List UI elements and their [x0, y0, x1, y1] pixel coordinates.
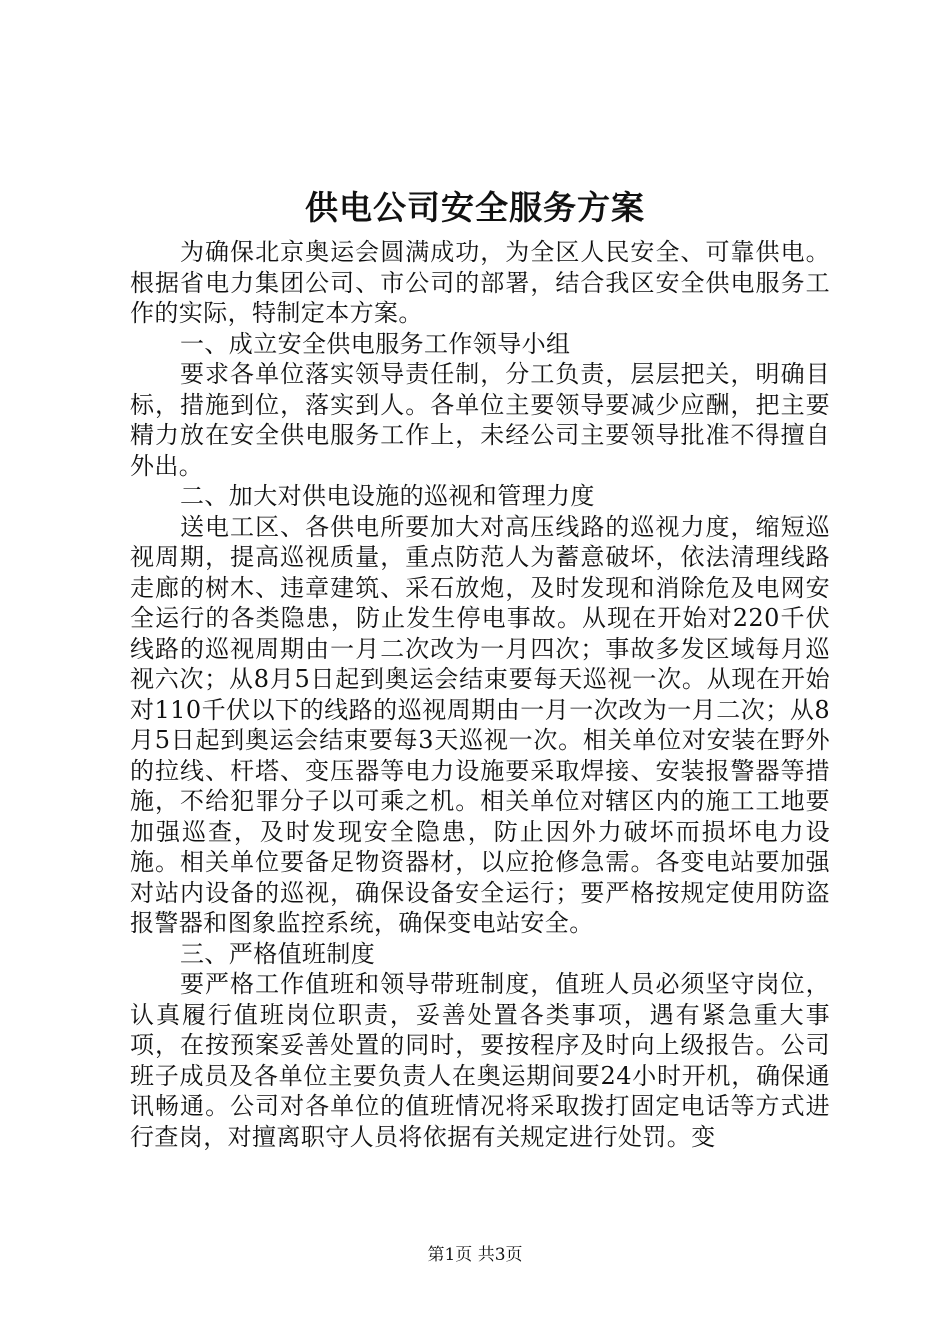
- section-heading-1: 一、成立安全供电服务工作领导小组: [180, 329, 571, 358]
- section-body-2: 送电工区、各供电所要加大对高压线路的巡视力度，缩短巡视周期，提高巡视质量，重点防范人为蓄意破坏，依法清理线路走廊的树木、违章建筑、采石放炮，及时发现和消除危及电网安全运行的各类隐患，防止发生停电事故。从现在开始对220千伏线路的巡视周期由一月二次改为一月四次；事故多发区域每月巡视六次；从8月5日起到奥运会结束要每天巡视一次。从现在开始对110千伏以下的线路的巡视周期由一月一次改为一月二次；从8月5日起到奥运会结束要每3天巡视一次。相关单位对安装在野外的拉线、杆塔、变压器等电力设施要采取焊接、安装报警器等措施，不给犯罪分子以可乘之机。相关单位对辖区内的施工工地要加强巡查，及时发现安全隐患，防止因外力破坏而损坏电力设施。相关单位要备足物资器材，以应抢修急需。各变电站要加强对站内设备的巡视，确保设备安全运行；要严格按规定使用防盗报警器和图象监控系统，确保变电站安全。: [130, 512, 830, 937]
- section-heading-2: 二、加大对供电设施的巡视和管理力度: [180, 482, 595, 510]
- section-body-3: 要严格工作值班和领导带班制度，值班人员必须坚守岗位，认真履行值班岗位职责，妥善处置各类事项，遇有紧急重大事项，在按预案妥善处置的同时，要按程序及时向上级报告。公司班子成员及各单位主要负责人在奥运期间要24小时开机，确保通讯畅通。公司对各单位的值班情况将采取拨打固定电话等方式进行查岗，对擅离职守人员将依据有关规定进行处罚。变: [130, 970, 830, 1151]
- section-heading-3: 三、严格值班制度: [180, 939, 376, 968]
- section-body-1: 要求各单位落实领导责任制，分工负责，层层把关，明确目标，措施到位，落实到人。各单位主要领导要减少应酬，把主要精力放在安全供电服务工作上，未经公司主要领导批准不得擅自外出。: [130, 360, 830, 480]
- intro-paragraph: 为确保北京奥运会圆满成功，为全区人民安全、可靠供电。根据省电力集团公司、市公司的部署，结合我区安全供电服务工作的实际，特制定本方案。: [130, 238, 830, 327]
- document-body: [130, 237, 830, 1152]
- page-footer: 第1页 共3页: [427, 1245, 523, 1265]
- page-title: 供电公司安全服务方案: [305, 188, 645, 227]
